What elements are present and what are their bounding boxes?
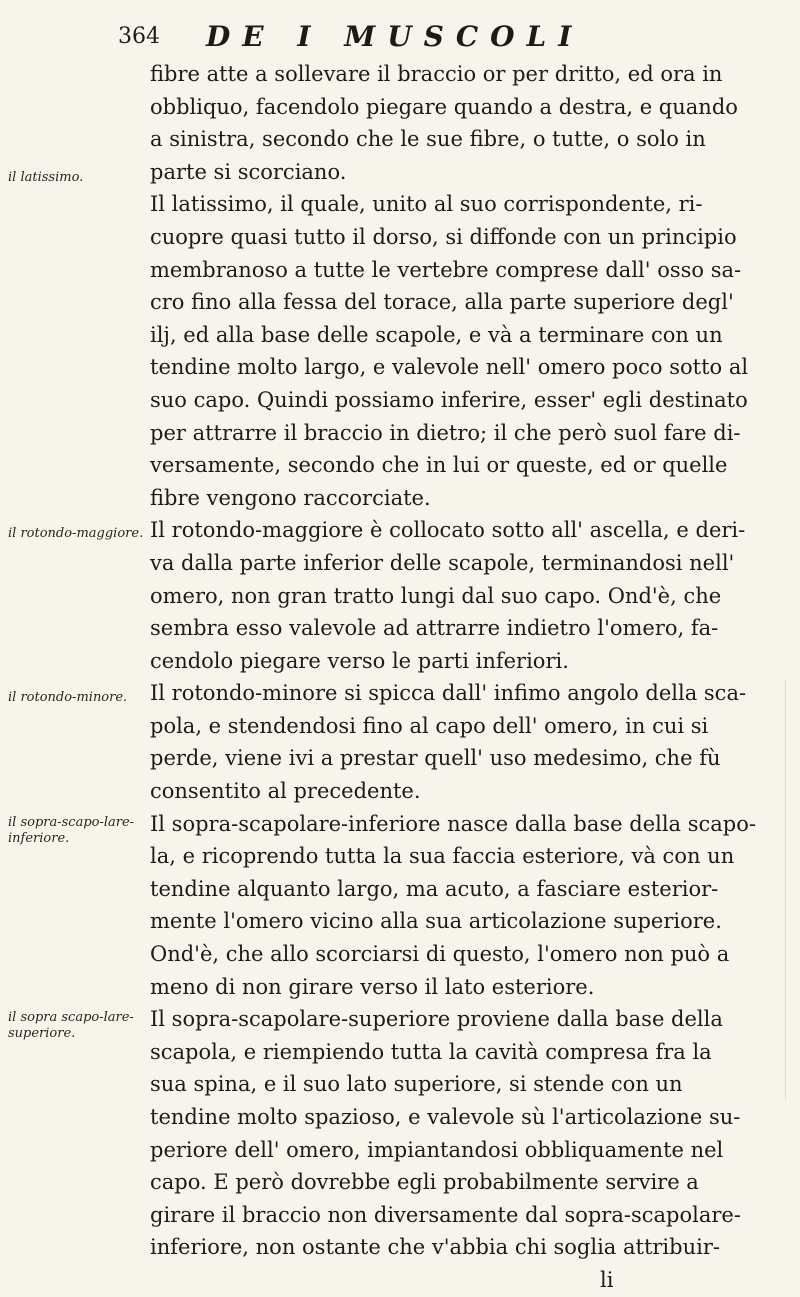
text-line: tendine molto spazioso, e valevole sù l'articolazione su- xyxy=(150,1105,741,1129)
text-line: scapola, e riempiendo tutta la cavità compresa fra la xyxy=(150,1039,712,1064)
text-line: Ond'è, che allo scorciarsi di questo, l'omero non può a xyxy=(150,942,730,967)
text-line: cro fino alla fessa del torace, alla parte superiore degl' xyxy=(150,290,734,315)
text-line: meno di non girare verso il lato esteriore. xyxy=(150,974,595,999)
catchword: li xyxy=(600,1267,614,1292)
text-line: fibre vengono raccorciate. xyxy=(150,485,431,510)
text-line: a sinistra, secondo che le sue fibre, o tutte, o solo in xyxy=(150,127,706,152)
text-line: parte si scorciano. xyxy=(150,159,347,184)
text-line: per attrarre il braccio in dietro; il che però suol fare di- xyxy=(150,420,741,445)
text-line: suo capo. Quindi possiamo inferire, esser' egli destinato xyxy=(150,387,748,412)
margin-note-rotondo-maggiore: il rotondo-maggiore. xyxy=(8,526,144,541)
text-line: tendine alquanto largo, ma acuto, a fasciare esterior- xyxy=(150,876,719,901)
margin-note-latissimo: il latissimo. xyxy=(8,170,84,185)
text-line: capo. E però dovrebbe egli probabilmente servire a xyxy=(150,1170,699,1195)
text-line: va dalla parte inferior delle scapole, terminandosi nell' xyxy=(150,550,735,575)
text-line: sembra esso valevole ad attrarre indietro l'omero, fa- xyxy=(150,616,719,641)
text-line: consentito al precedente. xyxy=(150,779,421,804)
page-header xyxy=(118,16,758,56)
running-title: DE I MUSCOLI xyxy=(206,20,584,53)
text-line: girare il braccio non diversamente dal sopra-scapolare- xyxy=(150,1202,741,1227)
text-line: versamente, secondo che in lui or queste, ed or quelle xyxy=(150,453,728,478)
text-line: obbliquo, facendolo piegare quando a destra, e quando xyxy=(150,94,738,119)
text-line: Il rotondo-maggiore è collocato sotto all' ascella, e deri- xyxy=(150,518,746,543)
text-line: tendine molto largo, e valevole nell' omero poco sotto al xyxy=(150,355,749,380)
text-line: Il sopra-scapolare-inferiore nasce dalla base della scapo- xyxy=(150,811,756,836)
text-line: ilj, ed alla base delle scapole, e và a terminare con un xyxy=(150,322,723,347)
page-edge-shadow xyxy=(785,680,800,1100)
text-line: fibre atte a sollevare il braccio or per dritto, ed ora in xyxy=(150,62,723,86)
margin-note-sopra-scapolare-inferiore: il sopra-scapo-lare-inferiore. xyxy=(8,815,135,846)
text-line: cuopre quasi tutto il dorso, si diffonde con un principio xyxy=(150,224,737,249)
body-text xyxy=(150,58,780,1297)
text-line: cendolo piegare verso le parti inferiori. xyxy=(150,648,569,673)
text-line: la, e ricoprendo tutta la sua faccia esteriore, và con un xyxy=(150,844,735,869)
text-line: sua spina, e il suo lato superiore, si stende con un xyxy=(150,1072,683,1097)
text-line: omero, non gran tratto lungi dal suo capo. Ond'è, che xyxy=(150,583,722,608)
text-line: mente l'omero vicino alla sua articolazione superiore. xyxy=(150,909,722,934)
page-number: 364 xyxy=(118,24,160,49)
text-line: perde, viene ivi a prestar quell' uso medesimo, che fù xyxy=(150,746,721,771)
text-line: inferiore, non ostante che v'abbia chi soglia attribuir- xyxy=(150,1235,720,1260)
text-line: Il latissimo, il quale, unito al suo corrispondente, ri- xyxy=(150,192,703,217)
text-line: pola, e stendendosi fino al capo dell' omero, in cui si xyxy=(150,713,709,738)
margin-note-sopra-scapolare-superiore: il sopra scapo-lare-superiore. xyxy=(8,1010,134,1041)
text-line: Il sopra-scapolare-superiore proviene dalla base della xyxy=(150,1007,723,1032)
text-line: periore dell' omero, impiantandosi obbliquamente nel xyxy=(150,1137,724,1162)
text-line: membranoso a tutte le vertebre comprese dall' osso sa- xyxy=(150,257,742,282)
margin-note-rotondo-minore: il rotondo-minore. xyxy=(8,690,128,705)
text-line: Il rotondo-minore si spicca dall' infimo angolo della sca- xyxy=(150,681,747,706)
